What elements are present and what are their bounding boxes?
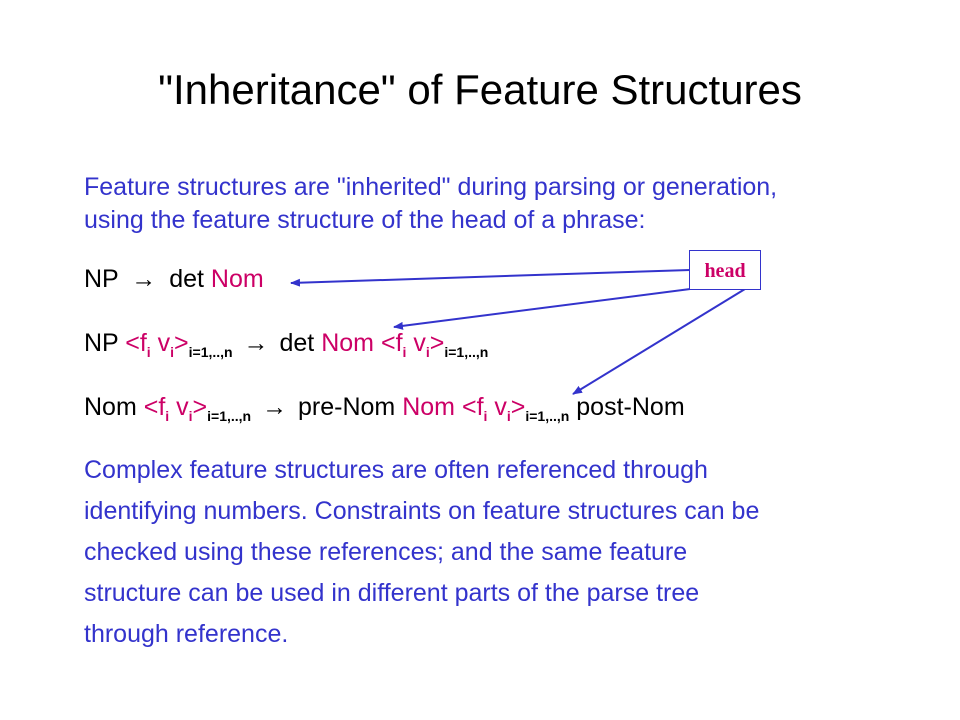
slide-title: "Inheritance" of Feature Structures bbox=[158, 66, 802, 113]
rule-2-feature-1: $<f_i$ $v_i>$ bbox=[125, 329, 189, 360]
rule-1-nom: Nom bbox=[210, 265, 264, 293]
rule-2-range-2: i=1,..,n bbox=[444, 344, 489, 360]
rule-3-nom: Nom bbox=[402, 393, 456, 421]
intro-line-2: using the feature structure of the head of a phrase: bbox=[84, 206, 646, 234]
complex-line-2: identifying numbers. Constraints on feature structures can be bbox=[84, 497, 760, 525]
arrow-to-rule-1-nom bbox=[291, 270, 690, 283]
rule-2-det: det bbox=[279, 329, 315, 357]
rule-3-range-1: i=1,..,n bbox=[207, 408, 252, 424]
rule-3-feature-1: $<f_i$ $v_i>$ bbox=[143, 393, 208, 424]
rule-3-lhs: Nom bbox=[84, 393, 137, 421]
rule-3-feature-2: $<f_i$ $v_i>$ bbox=[461, 393, 526, 424]
complex-line-3: checked using these references; and the same feature bbox=[84, 538, 688, 566]
rule-2-nom: Nom bbox=[321, 329, 375, 357]
right-arrow-icon: → bbox=[131, 265, 157, 293]
rule-2-feature-2: $<f_i$ $v_i>$ bbox=[380, 329, 445, 360]
intro-line-1: Feature structures are "inherited" during parsing or generation, bbox=[84, 173, 778, 201]
rule-1-det: det bbox=[169, 265, 204, 293]
right-arrow-icon: → bbox=[243, 329, 269, 357]
arrow-to-rule-2-nom bbox=[394, 288, 698, 327]
rule-2-lhs: NP bbox=[84, 329, 119, 357]
complex-line-1: Complex feature structures are often referenced through bbox=[84, 456, 708, 484]
arrow-to-rule-3-nom bbox=[573, 289, 745, 394]
right-arrow-icon: → bbox=[262, 393, 288, 421]
rule-3-post: post-Nom bbox=[576, 393, 685, 421]
complex-line-5: through reference. bbox=[84, 620, 289, 648]
complex-line-4: structure can be used in different parts of the parse tree bbox=[84, 579, 700, 607]
rule-1-lhs: NP bbox=[84, 265, 119, 293]
rule-3-pre: pre-Nom bbox=[298, 393, 396, 421]
head-label: head bbox=[689, 250, 761, 290]
rule-2-range-1: i=1,..,n bbox=[188, 344, 233, 360]
rule-3-range-2: i=1,..,n bbox=[525, 408, 570, 424]
